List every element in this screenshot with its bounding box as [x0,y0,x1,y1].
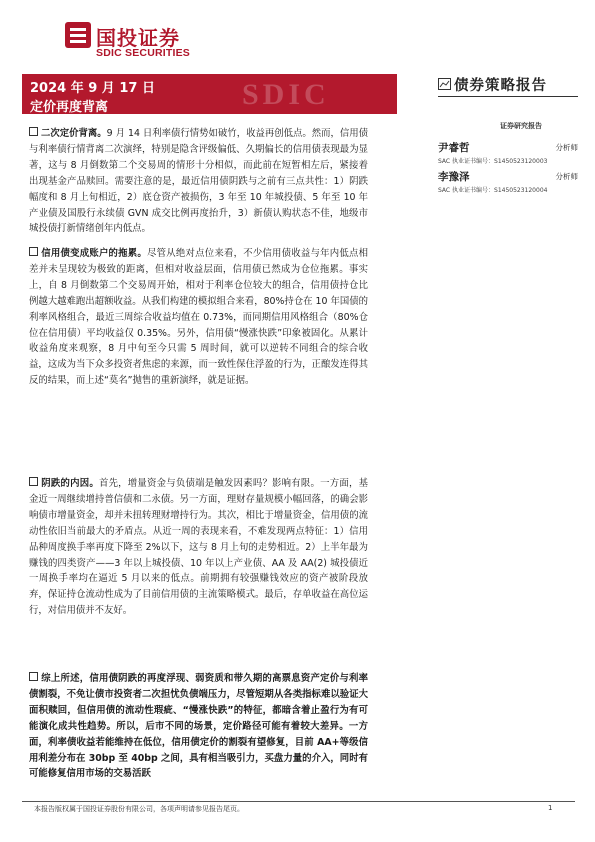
bullet-box-icon [29,127,38,136]
report-type-label: 债券策略报告 [454,78,547,94]
paragraph-text: 首先，增量资金与负债端是触发因素吗？影响有限。一方面，基金近一周继续增持普信债和二永债。另一方面，理财存量规模小幅回落，的确会影响债市增量资金，却并未扭转理财增持行为。其次，相比于增量资金，信用债的流动性依旧当前最大的矛盾点。从近一周的表现来看，不难发现两点特征：1）信用品种周度换手率再度下降至 2%以下，这与 8 月上旬的走势相近。2）上半年最为赚钱的四类资产——3 年以上城投债、10 年以上产业债、AA 及 AA(2) 城投债近一周换手率均在逼近 5 月以来的低点。前期拥有较强赚钱效应的资产被阶段放弃，保证持仓流动性成为了目前信用债的主流策略模式。最后，存单收益在高位运行，对信用债并不友好。 [29,478,368,617]
paragraph-lead: 二次定价背离。 [41,128,107,139]
company-logo [63,20,193,62]
analyst-name: 尹睿哲 [438,142,470,154]
analyst-sac-number: SAC 执业证书编号：S1450523120004 [438,187,548,194]
analyst-role: 分析师 [555,172,578,181]
logo-text-en: SDIC SECURITIES [96,47,191,59]
analyst-role: 分析师 [555,143,578,152]
page-number: 1 [548,804,553,812]
paragraph-text: 尽管从绝对点位来看，不少信用债收益与年内低点相差并未呈现较为极致的距离，但相对收益层面，信用债已然成为仓位拖累。事实上，自 8 月倒数第二个交易周开始，相对于利率仓位较大的组合，信用债持仓比例越大越难跑出超额收益。从我们构建的模拟组合来看，80%持仓在 10 年国债的利率风格组合，最近三周综合收益均值在 0.73%，而同期信用风格组合（80%仓位在信用债）平均收益仅 0.35%。另外，信用债“慢涨快跌”印象被固化。从累计收益角度来观察，8 月中旬至今只需 5 周时间，就可以逆转不同组合的综合收益，这成为当下众多投资者焦虑的来源，而一致性保住浮盈的行为，正酿发连得其反的结果，而上述“莫名”抛售的重新演绎，就是证据。 [29,248,368,387]
paragraph-text: 9 月 14 日利率债行情势如破竹，收益再创低点。然而，信用债与利率债行情背离二次演绎，特别是隐含评级偏低、久期偏长的信用债表现最为显著，这与 8 月倒数第二个交易周的情形十分相似，而此前在短暂相左后，紧接着出现基金产品赎回。需要注意的是，最近信用债阴跌与之前有三点共性：1）阴跌幅度和 8 月上旬相近，2）底仓资产被损伤，3 年至 10 年城投债、5 年至 10 年产业债及国股行永续债 GVN 成交比例再度抬升，3）新债认购状态不佳，地级市城投债打新情绪创年内低点。 [29,128,368,235]
logo-mark-icon [63,20,93,50]
footer-disclaimer: 本报告版权属于国投证券股份有限公司，各项声明请参见报告尾页。 [34,805,244,813]
report-type-header [438,74,578,97]
analyst-sac-number: SAC 执业证书编号：S1450523120003 [438,158,548,165]
paragraph-1 [29,126,368,237]
analyst-name: 李豫泽 [438,171,470,183]
chart-icon [438,78,451,90]
paragraph-lead: 信用债变成账户的拖累。 [41,248,148,259]
bullet-box-icon [29,672,38,681]
bullet-box-icon [29,477,38,486]
footer-divider [22,801,575,802]
banner-watermark: SDIC [242,78,330,111]
report-title: 定价再度背离 [30,100,109,114]
paragraph-lead: 阴跌的内因。 [41,478,99,489]
paragraph-2 [29,246,368,389]
paragraph-4 [29,671,368,782]
paragraph-text: 综上所述，信用债阴跌的再度浮现、弱资质和带久期的高票息资产定价与利率债割裂，不免让债市投资者二次担忧负债端压力，尽管短期从各类指标难以验证大面积赎回，但信用债的流动性瑕疵、“慢涨快跌”的特征，都暗含着止盈行为有可能演化成共性趋势。所以，后市不同的场景，定价路径可能有着较大差异。一方面，利率债收益若能维持在低位，信用债定价的割裂有望修复，目前 AA+等级信用利差分布在 30bp 至 40bp 之间，具有相当吸引力，买盘力量的介入，同时有可能修复信用市场的交易活跃 [29,673,368,780]
title-banner [22,74,397,114]
sub-category-label: 证券研究报告 [500,122,542,130]
bullet-box-icon [29,247,38,256]
report-date: 2024 年 9 月 17 日 [30,81,155,96]
logo-text-cn: 国投证券 [96,26,180,50]
paragraph-3 [29,476,368,619]
